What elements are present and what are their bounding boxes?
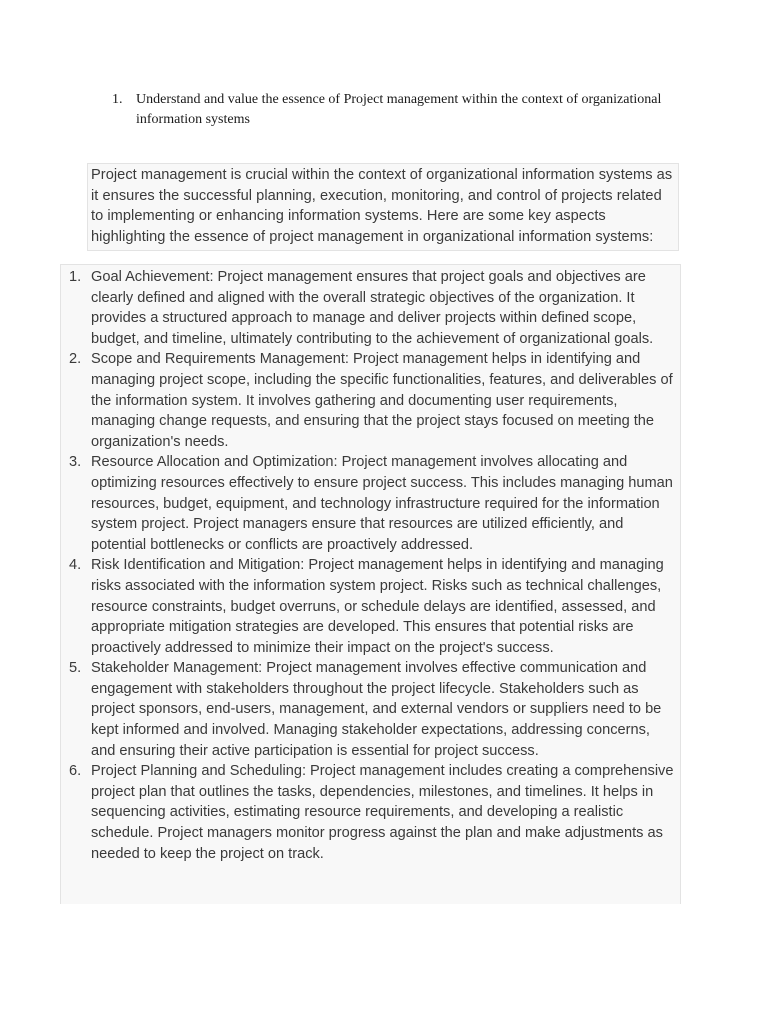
list-item-text: Project Planning and Scheduling: Project management includes creating a comprehensive project plan that outlines the tasks, dependencies, milestones, and timelines. It helps in sequencing activities, estimating resource requirements, and developing a realistic schedule. Project managers monitor progress against the plan and make adjustments as needed to keep the project on track. xyxy=(91,763,674,862)
list-item-number: 1. xyxy=(69,269,82,285)
list-item-text: Stakeholder Management: Project management involves effective communication and engagement with stakeholders throughout the project lifecycle. Stakeholders such as project sponsors, end-users, management, and external vendors or suppliers need to be kept informed and involved. Managing stakeholder expectations, addressing concerns, and ensuring their active participation is essential for project success. xyxy=(91,660,662,759)
list-item xyxy=(61,658,680,761)
list-item xyxy=(61,267,680,349)
list-item xyxy=(61,555,680,658)
list-item-number: 5. xyxy=(69,660,82,677)
list-item-number: 6. xyxy=(69,763,82,780)
list-item-text: Goal Achievement: Project management ensures that project goals and objectives are clearly defined and aligned with the overall strategic objectives of the organization. It provides a structured approach to manage and deliver projects within defined scope, budget, and timeline, ultimately contributing to the achievement of organizational goals. xyxy=(91,269,654,347)
list-item xyxy=(61,452,680,555)
list-item-text: Scope and Requirements Management: Project management helps in identifying and managing project scope, including the specific functionalities, features, and deliverables of the information system. It involves gathering and documenting user requirements, managing change requests, and ensuring that the project stays focused on meeting the organization's needs. xyxy=(91,351,673,450)
list-item-number: 2. xyxy=(69,351,82,368)
list-item-number: 3. xyxy=(69,454,82,471)
list-item-text: Resource Allocation and Optimization: Project management involves allocating and optimizing resources effectively to ensure project success. This includes managing human resources, budget, equipment, and technology infrastructure required for the information system project. Project managers ensure that resources are utilized efficiently, and potential bottlenecks or conflicts are proactively addressed. xyxy=(91,454,673,553)
list-item-number: 4. xyxy=(69,557,82,574)
section-heading-text: Understand and value the essence of Project management within the context of organizational information systems xyxy=(136,92,662,127)
intro-paragraph: Project management is crucial within the context of organizational information systems as it ensures the successful planning, execution, monitoring, and control of projects related to implementing or enhancing information systems. Here are some key aspects highlighting the essence of project management in organizational information systems: xyxy=(87,163,679,251)
list-item xyxy=(61,761,680,864)
aspects-list xyxy=(60,264,681,904)
section-heading-number: 1. xyxy=(112,92,123,107)
list-item xyxy=(61,349,680,452)
section-heading xyxy=(112,90,672,130)
list-item-text: Risk Identification and Mitigation: Project management helps in identifying and managing risks associated with the information system project. Risks such as technical challenges, resource constraints, budget overruns, or schedule delays are identified, assessed, and appropriate mitigation strategies are developed. This ensures that potential risks are proactively addressed to minimize their impact on the project's success. xyxy=(91,557,664,656)
